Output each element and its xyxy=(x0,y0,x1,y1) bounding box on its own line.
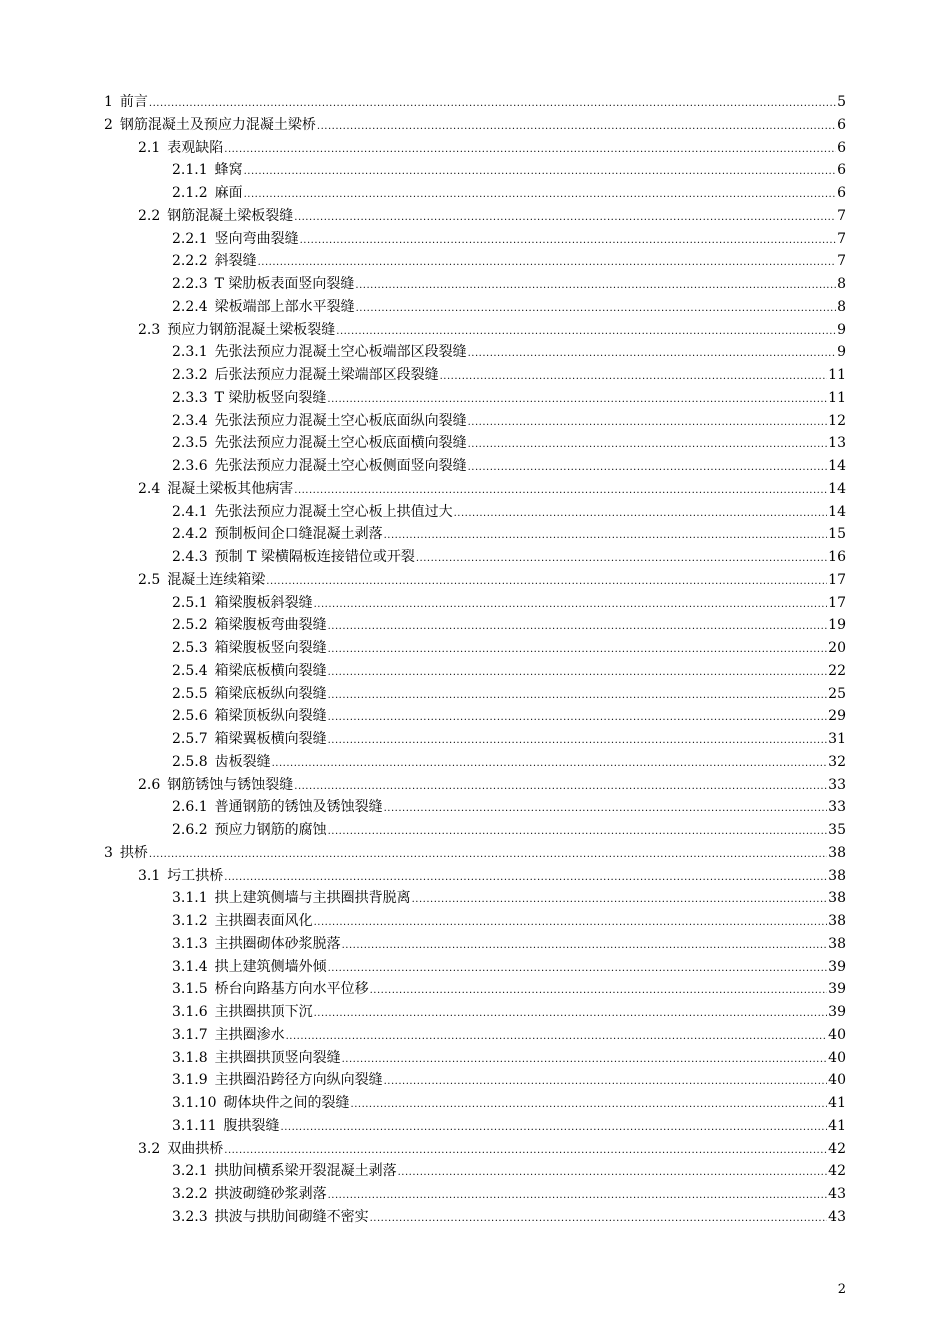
toc-leader-dots xyxy=(370,980,828,1003)
toc-entry-page: 6 xyxy=(837,162,846,179)
toc-entry-number: 2.1.2 xyxy=(172,185,208,201)
toc-entry-page: 19 xyxy=(828,617,846,634)
toc-entry-number: 2.2.4 xyxy=(172,298,208,315)
toc-entry[interactable] xyxy=(0,501,950,524)
toc-leader-dots xyxy=(356,298,836,321)
toc-entry-page: 12 xyxy=(828,412,846,429)
toc-entry-page: 40 xyxy=(828,1072,846,1089)
toc-entry-title: 预制 T 梁横隔板连接错位或开裂 xyxy=(214,549,415,565)
toc-entry-number: 2.4 xyxy=(138,480,161,497)
toc-entry-number: 3.2.3 xyxy=(172,1208,208,1225)
toc-entry-number: 2.4.1 xyxy=(172,503,208,520)
toc-entry[interactable] xyxy=(0,137,950,160)
toc-entry-number: 3.1.2 xyxy=(172,913,208,929)
toc-entry-number: 3.1 xyxy=(138,867,161,884)
toc-entry-page: 31 xyxy=(828,731,846,747)
toc-leader-dots xyxy=(328,639,828,662)
toc-entry-number: 3.1.11 xyxy=(172,1117,217,1134)
toc-entry-number: 2.5.4 xyxy=(172,662,208,679)
toc-entry[interactable] xyxy=(0,865,950,888)
toc-entry[interactable] xyxy=(0,956,950,979)
toc-entry[interactable] xyxy=(0,91,950,114)
toc-entry-number: 2.3.1 xyxy=(172,344,208,361)
toc-entry-title: 拱上建筑侧墙外倾 xyxy=(214,958,327,975)
toc-entry[interactable] xyxy=(0,1115,950,1138)
toc-entry-page: 39 xyxy=(828,958,846,975)
toc-entry-page: 17 xyxy=(828,594,846,611)
toc-leader-dots xyxy=(328,1185,828,1208)
toc-entry-page: 11 xyxy=(828,367,846,383)
toc-entry[interactable] xyxy=(0,114,950,137)
toc-leader-dots xyxy=(328,958,828,981)
table-of-contents xyxy=(0,91,950,1229)
toc-entry-number: 2.2.2 xyxy=(172,253,208,270)
toc-entry-page: 13 xyxy=(828,435,846,452)
toc-entry-title: 拱波与拱肋间砌缝不密实 xyxy=(214,1208,369,1225)
toc-entry[interactable] xyxy=(0,341,950,364)
toc-entry[interactable] xyxy=(0,1024,950,1047)
toc-entry-page: 15 xyxy=(828,526,846,543)
toc-entry-page: 17 xyxy=(828,571,846,588)
toc-leader-dots xyxy=(149,93,836,116)
toc-entry-page: 8 xyxy=(837,298,846,315)
toc-leader-dots xyxy=(300,230,836,253)
toc-entry-title: 拱上建筑侧墙与主拱圈拱背脱离 xyxy=(214,890,411,907)
toc-leader-dots xyxy=(440,366,828,389)
toc-entry-page: 43 xyxy=(828,1186,846,1202)
toc-entry-page: 7 xyxy=(837,253,846,270)
toc-leader-dots xyxy=(342,1049,828,1072)
toc-entry[interactable] xyxy=(0,319,950,342)
toc-entry-title: 箱梁腹板弯曲裂缝 xyxy=(214,617,327,634)
toc-entry[interactable] xyxy=(0,910,950,933)
toc-entry[interactable] xyxy=(0,228,950,251)
toc-entry-title: 砌体块件之间的裂缝 xyxy=(223,1095,350,1111)
toc-entry-page: 5 xyxy=(837,94,846,110)
toc-entry[interactable] xyxy=(0,1047,950,1070)
toc-entry-number: 2.5.7 xyxy=(172,731,208,747)
toc-entry-page: 41 xyxy=(828,1095,846,1111)
toc-entry-page: 9 xyxy=(837,344,846,361)
toc-entry-page: 29 xyxy=(828,708,846,725)
toc-leader-dots xyxy=(314,1003,828,1026)
toc-entry[interactable] xyxy=(0,296,950,319)
toc-entry-page: 43 xyxy=(828,1208,846,1225)
toc-entry-title: 先张法预应力混凝土空心板底面纵向裂缝 xyxy=(214,412,467,429)
toc-entry[interactable] xyxy=(0,842,950,865)
toc-entry[interactable] xyxy=(0,637,950,660)
toc-entry-number: 2.5.3 xyxy=(172,640,208,656)
toc-entry-page: 38 xyxy=(828,913,846,929)
toc-entry[interactable] xyxy=(0,1092,950,1115)
toc-leader-dots xyxy=(328,685,828,708)
toc-entry-page: 16 xyxy=(828,549,846,565)
toc-leader-dots xyxy=(412,889,828,912)
toc-entry-number: 2.6.2 xyxy=(172,822,208,838)
toc-entry-number: 3.1.6 xyxy=(172,1004,208,1020)
toc-leader-dots xyxy=(149,844,827,867)
toc-entry-title: 混凝土梁板其他病害 xyxy=(167,480,294,497)
toc-entry-number: 3.1.10 xyxy=(172,1095,217,1111)
toc-entry[interactable] xyxy=(0,1160,950,1183)
toc-entry-title: 先张法预应力混凝土空心板端部区段裂缝 xyxy=(214,344,467,361)
toc-entry-title: 拱肋间横系梁开裂混凝土剥落 xyxy=(214,1163,397,1180)
toc-leader-dots xyxy=(384,1071,828,1094)
toc-leader-dots xyxy=(336,321,836,344)
toc-entry-title: 箱梁腹板斜裂缝 xyxy=(214,594,313,611)
toc-entry-title: 腹拱裂缝 xyxy=(223,1117,280,1134)
toc-entry[interactable] xyxy=(0,819,950,842)
toc-entry[interactable] xyxy=(0,683,950,706)
toc-entry-title: 表观缺陷 xyxy=(167,139,224,156)
toc-leader-dots xyxy=(224,1140,827,1163)
toc-entry-title: 蜂窝 xyxy=(214,162,243,179)
toc-entry-page: 38 xyxy=(828,935,846,952)
toc-leader-dots xyxy=(468,343,836,366)
toc-entry-page: 25 xyxy=(828,685,846,702)
toc-entry[interactable] xyxy=(0,387,950,410)
toc-entry-number: 3.1.4 xyxy=(172,958,208,975)
toc-leader-dots xyxy=(328,616,828,639)
toc-leader-dots xyxy=(468,457,828,480)
toc-entry-page: 20 xyxy=(828,640,846,656)
toc-entry-number: 2.5.6 xyxy=(172,708,208,725)
toc-leader-dots xyxy=(224,139,836,162)
toc-entry-number: 2.5.5 xyxy=(172,685,208,702)
toc-entry-title: 斜裂缝 xyxy=(214,253,257,270)
toc-leader-dots xyxy=(281,1117,828,1140)
toc-entry-page: 11 xyxy=(828,389,846,406)
toc-entry-number: 2.1.1 xyxy=(172,162,208,179)
page-number: 2 xyxy=(837,1282,846,1297)
toc-entry[interactable] xyxy=(0,364,950,387)
toc-entry-title: 拱桥 xyxy=(119,844,148,861)
toc-entry-title: 拱波砌缝砂浆剥落 xyxy=(214,1186,327,1202)
toc-entry-number: 2.3 xyxy=(138,321,161,338)
toc-entry[interactable] xyxy=(0,478,950,501)
toc-entry-title: 箱梁翼板横向裂缝 xyxy=(214,731,327,747)
toc-entry-page: 38 xyxy=(828,844,846,861)
toc-entry-title: 箱梁腹板竖向裂缝 xyxy=(214,640,327,656)
toc-entry-number: 2.3.2 xyxy=(172,367,208,383)
toc-entry-number: 2.5.2 xyxy=(172,617,208,634)
toc-entry-number: 2.3.6 xyxy=(172,458,208,474)
toc-entry-page: 6 xyxy=(837,185,846,201)
toc-entry[interactable] xyxy=(0,933,950,956)
toc-entry[interactable] xyxy=(0,410,950,433)
toc-entry-title: 先张法预应力混凝土空心板侧面竖向裂缝 xyxy=(214,458,467,474)
toc-entry-number: 2.5 xyxy=(138,571,161,588)
toc-entry[interactable] xyxy=(0,705,950,728)
toc-entry-page: 38 xyxy=(828,890,846,907)
toc-leader-dots xyxy=(244,161,836,184)
toc-entry-number: 3 xyxy=(104,844,113,861)
toc-entry-title: 钢筋混凝土梁板裂缝 xyxy=(167,207,294,224)
toc-leader-dots xyxy=(286,1026,828,1049)
toc-leader-dots xyxy=(384,798,828,821)
toc-entry[interactable] xyxy=(0,159,950,182)
toc-entry-title: 主拱圈沿跨径方向纵向裂缝 xyxy=(214,1072,383,1089)
toc-entry-number: 2.5.1 xyxy=(172,594,208,611)
toc-entry-number: 3.1.7 xyxy=(172,1026,208,1043)
toc-entry-number: 2.6.1 xyxy=(172,799,208,816)
toc-entry-title: 齿板裂缝 xyxy=(214,753,271,770)
toc-leader-dots xyxy=(294,207,836,230)
toc-leader-dots xyxy=(384,525,828,548)
toc-entry-title: 主拱圈拱顶竖向裂缝 xyxy=(214,1049,341,1066)
toc-entry-number: 2.2 xyxy=(138,207,161,224)
toc-leader-dots xyxy=(351,1094,828,1117)
toc-leader-dots xyxy=(342,935,828,958)
toc-entry-number: 3.1.9 xyxy=(172,1072,208,1089)
toc-entry-number: 2.5.8 xyxy=(172,753,208,770)
toc-entry-title: 钢筋混凝土及预应力混凝土梁桥 xyxy=(119,116,316,133)
toc-entry-title: 梁板端部上部水平裂缝 xyxy=(214,298,355,315)
toc-entry-page: 6 xyxy=(837,116,846,133)
toc-leader-dots xyxy=(328,821,828,844)
toc-leader-dots xyxy=(398,1162,828,1185)
toc-leader-dots xyxy=(416,548,827,571)
toc-entry-page: 33 xyxy=(828,776,846,793)
toc-entry-page: 14 xyxy=(828,503,846,520)
toc-leader-dots xyxy=(258,252,836,275)
toc-entry[interactable] xyxy=(0,523,950,546)
toc-entry[interactable] xyxy=(0,774,950,797)
toc-entry[interactable] xyxy=(0,1069,950,1092)
toc-entry-number: 3.1.3 xyxy=(172,935,208,952)
toc-entry-title: 箱梁底板横向裂缝 xyxy=(214,662,327,679)
toc-entry-title: 箱梁底板纵向裂缝 xyxy=(214,685,327,702)
toc-entry[interactable] xyxy=(0,546,950,569)
toc-entry-title: 前言 xyxy=(119,94,148,110)
toc-entry[interactable] xyxy=(0,978,950,1001)
toc-entry-page: 14 xyxy=(828,480,846,497)
toc-entry[interactable] xyxy=(0,751,950,774)
toc-entry[interactable] xyxy=(0,614,950,637)
toc-entry[interactable] xyxy=(0,250,950,273)
toc-leader-dots xyxy=(294,776,827,799)
toc-entry-number: 3.1.1 xyxy=(172,890,208,907)
toc-entry-title: 竖向弯曲裂缝 xyxy=(214,230,299,247)
toc-entry[interactable] xyxy=(0,796,950,819)
toc-leader-dots xyxy=(317,116,836,139)
toc-leader-dots xyxy=(355,275,836,298)
toc-entry-page: 38 xyxy=(828,867,846,884)
toc-entry[interactable] xyxy=(0,182,950,205)
toc-entry-title: 主拱圈砌体砂浆脱落 xyxy=(214,935,341,952)
toc-entry[interactable] xyxy=(0,455,950,478)
toc-leader-dots xyxy=(328,662,828,685)
toc-entry-title: 麻面 xyxy=(214,185,243,201)
toc-entry-number: 3.1.5 xyxy=(172,981,208,998)
toc-entry-page: 22 xyxy=(828,662,846,679)
toc-entry-title: T 梁肋板竖向裂缝 xyxy=(214,389,327,406)
toc-entry-title: 混凝土连续箱梁 xyxy=(167,571,266,588)
toc-entry-page: 32 xyxy=(828,753,846,770)
toc-entry-page: 6 xyxy=(837,139,846,156)
toc-entry-number: 3.2 xyxy=(138,1140,161,1157)
toc-entry-number: 1 xyxy=(104,94,113,110)
toc-leader-dots xyxy=(224,867,827,890)
toc-entry-number: 3.2.2 xyxy=(172,1186,208,1202)
toc-entry-number: 2.4.3 xyxy=(172,549,208,565)
toc-entry-number: 2.3.5 xyxy=(172,435,208,452)
toc-entry-page: 35 xyxy=(828,822,846,838)
toc-entry-number: 2.4.2 xyxy=(172,526,208,543)
toc-leader-dots xyxy=(468,434,828,457)
toc-entry[interactable] xyxy=(0,660,950,683)
toc-entry-page: 33 xyxy=(828,799,846,816)
toc-entry-number: 2.2.1 xyxy=(172,230,208,247)
toc-entry-page: 14 xyxy=(828,458,846,474)
toc-entry-number: 2.3.3 xyxy=(172,389,208,406)
toc-entry-title: 后张法预应力混凝土梁端部区段裂缝 xyxy=(214,367,439,383)
toc-entry[interactable] xyxy=(0,1001,950,1024)
toc-entry-number: 3.2.1 xyxy=(172,1163,208,1180)
toc-entry-page: 42 xyxy=(828,1163,846,1180)
toc-entry-title: 主拱圈表面风化 xyxy=(214,913,313,929)
toc-leader-dots xyxy=(266,571,827,594)
toc-entry-page: 9 xyxy=(837,321,846,338)
toc-entry-page: 39 xyxy=(828,1004,846,1020)
toc-entry[interactable] xyxy=(0,887,950,910)
toc-entry-title: 圬工拱桥 xyxy=(167,867,224,884)
toc-entry-page: 7 xyxy=(837,207,846,224)
toc-entry-number: 2 xyxy=(104,116,113,133)
toc-leader-dots xyxy=(328,730,828,753)
toc-leader-dots xyxy=(272,753,828,776)
toc-entry-page: 40 xyxy=(828,1049,846,1066)
toc-entry-page: 39 xyxy=(828,981,846,998)
toc-entry-page: 42 xyxy=(828,1140,846,1157)
toc-entry-page: 7 xyxy=(837,230,846,247)
toc-entry[interactable] xyxy=(0,1138,950,1161)
toc-entry-page: 41 xyxy=(828,1117,846,1134)
toc-leader-dots xyxy=(294,480,827,503)
toc-entry-number: 2.2.3 xyxy=(172,276,208,292)
toc-entry-title: 主拱圈渗水 xyxy=(214,1026,285,1043)
toc-leader-dots xyxy=(328,707,828,730)
toc-entry[interactable] xyxy=(0,205,950,228)
toc-leader-dots xyxy=(244,184,836,207)
toc-entry-page: 8 xyxy=(837,276,846,292)
toc-leader-dots xyxy=(468,412,828,435)
toc-entry-title: 双曲拱桥 xyxy=(167,1140,224,1157)
toc-entry-title: 预应力钢筋的腐蚀 xyxy=(214,822,327,838)
toc-entry[interactable] xyxy=(0,569,950,592)
toc-entry[interactable] xyxy=(0,432,950,455)
toc-entry-title: 钢筋锈蚀与锈蚀裂缝 xyxy=(167,776,294,793)
toc-entry-number: 2.6 xyxy=(138,776,161,793)
toc-entry-title: 主拱圈拱顶下沉 xyxy=(214,1004,313,1020)
toc-entry-number: 2.1 xyxy=(138,139,161,156)
toc-leader-dots xyxy=(454,503,828,526)
toc-entry[interactable] xyxy=(0,273,950,296)
toc-entry-title: 先张法预应力混凝土空心板底面横向裂缝 xyxy=(214,435,467,452)
toc-entry[interactable] xyxy=(0,592,950,615)
toc-entry[interactable] xyxy=(0,1206,950,1229)
toc-entry-title: 普通钢筋的锈蚀及锈蚀裂缝 xyxy=(214,799,383,816)
toc-entry[interactable] xyxy=(0,728,950,751)
toc-entry[interactable] xyxy=(0,1183,950,1206)
toc-entry-title: 预应力钢筋混凝土梁板裂缝 xyxy=(167,321,336,338)
toc-leader-dots xyxy=(314,594,828,617)
toc-entry-title: T 梁肋板表面竖向裂缝 xyxy=(214,276,355,292)
toc-entry-title: 桥台向路基方向水平位移 xyxy=(214,981,369,998)
toc-entry-number: 2.3.4 xyxy=(172,412,208,429)
toc-entry-number: 3.1.8 xyxy=(172,1049,208,1066)
toc-leader-dots xyxy=(327,389,827,412)
toc-entry-title: 先张法预应力混凝土空心板上拱值过大 xyxy=(214,503,453,520)
toc-entry-title: 预制板间企口缝混凝土剥落 xyxy=(214,526,383,543)
toc-entry-title: 箱梁顶板纵向裂缝 xyxy=(214,708,327,725)
toc-leader-dots xyxy=(370,1208,828,1231)
toc-entry-page: 40 xyxy=(828,1026,846,1043)
toc-leader-dots xyxy=(314,912,828,935)
